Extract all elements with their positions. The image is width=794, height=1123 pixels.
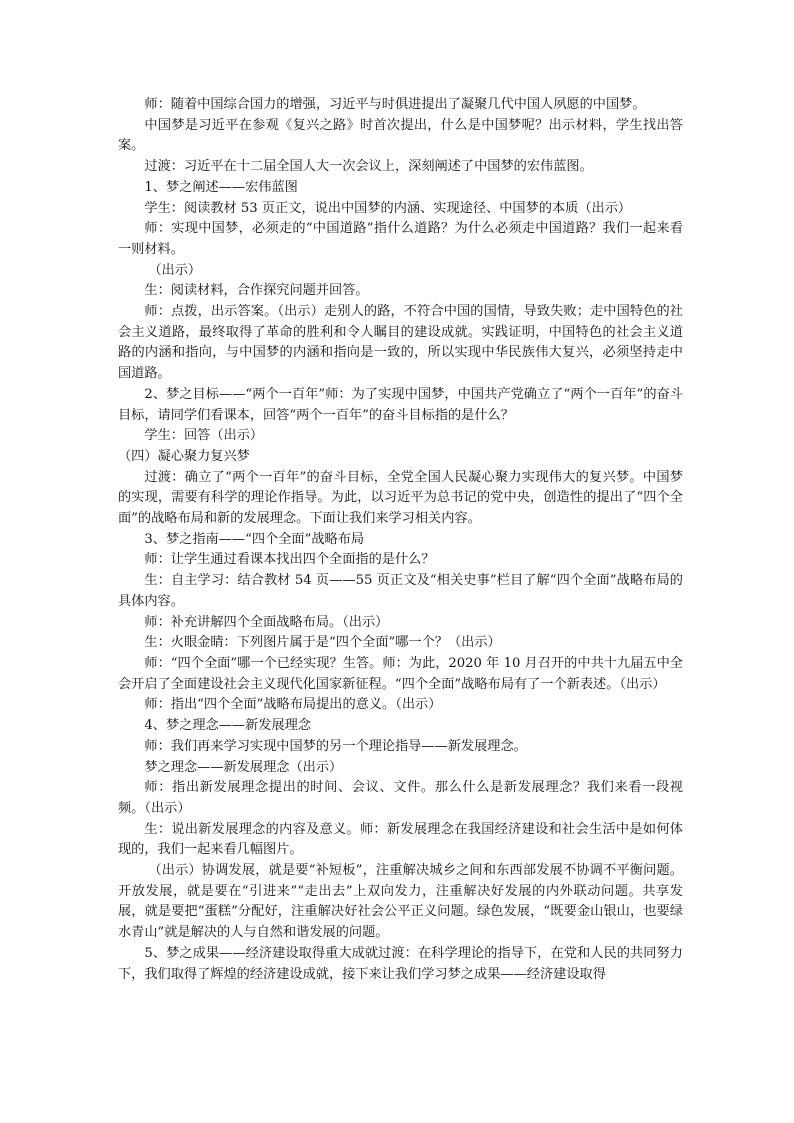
paragraph: 生：火眼金睛：下列图片属于是“四个全面”哪一个？（出示） — [144, 635, 501, 651]
paragraph: 5、梦之成果——经济建设取得重大成就过渡：在科学理论的指导下，在党和人民的共同努力下，我们取得了辉煌的经济建设成就，接下来让我们学习梦之成果——经济建设取得 — [118, 945, 683, 982]
document-page — [118, 95, 683, 985]
paragraph: 师：补充讲解四个全面战略布局。（出示） — [144, 614, 389, 630]
paragraph: 师：随着中国综合国力的增强，习近平与时俱进提出了凝聚几代中国人夙愿的中国梦。 — [144, 97, 646, 112]
paragraph: 梦之理念——新发展理念（出示） — [144, 759, 343, 775]
paragraph: 师：指出新发展理念提出的时间、会议、文件。那么什么是新发展理念？我们来看一段视频。（出示） — [118, 780, 683, 816]
paragraph: 4、梦之理念——新发展理念 — [144, 718, 312, 734]
paragraph: 生：阅读材料，合作探究问题并回答。 — [144, 283, 369, 299]
paragraph: 师：实现中国梦，必须走的“中国道路”指什么道路？为什么必须走中国道路？我们一起来看一则材料。 — [118, 221, 683, 257]
paragraph: 师：我们再来学习实现中国梦的另一个理论指导——新发展理念。 — [144, 738, 527, 754]
paragraph: （出示）协调发展，就是要“补短板”，注重解决城乡之间和东西部发展不协调不平衡问题。开放发展，就是要在“引进来”“走出去”上双向发力，注重解决好发展的内外联动问题。共享发展，就是要把“蛋糕”分配好，注重解决好社会公平正义问题。绿色发展，“既要金山银山，也要绿水青山”就是解决的人与自然和谐发展的问题。 — [118, 863, 683, 941]
paragraph: 1、梦之阐述——宏伟蓝图 — [144, 179, 298, 195]
paragraph: 过渡：确立了“两个一百年”的奋斗目标，全党全国人民凝心聚力实现伟大的复兴梦。中国梦的实现，需要有科学的理论作指导。为此，以习近平为总书记的党中央，创造性的提出了“四个全面”的战略布局和新的发展理念。下面让我们来学习相关内容。 — [118, 469, 683, 527]
paragraph: （出示） — [148, 262, 202, 278]
paragraph: 师：“四个全面”哪一个已经实现？生答。师：为此，2020 年 10 月召开的中共十九届五中全会开启了全面建设社会主义现代化国家新征程。“四个全面”战略布局有了一个新表述。（出示） — [118, 655, 683, 692]
paragraph: 生：自主学习：结合教材 54 页——55 页正文及“相关史事”栏目了解“四个全面”战略布局的具体内容。 — [118, 573, 683, 609]
paragraph: 学生：回答（出示） — [144, 428, 264, 444]
paragraph: 中国梦是习近平在参观《复兴之路》时首次提出，什么是中国梦呢？出示材料，学生找出答案。 — [118, 117, 683, 154]
paragraph: 师：点拨，出示答案。（出示）走别人的路，不符合中国的国情，导致失败；走中国特色的社会主义道路，最终取得了革命的胜利和令人瞩目的建设成就。实践证明，中国特色的社会主义道路的内涵和指向，与中国梦的内涵和指向是一致的，所以实现中华民族伟大复兴，必须坚持走中国道路。 — [118, 304, 683, 382]
paragraph: 3、梦之指南——“四个全面”战略布局 — [144, 531, 365, 547]
paragraph: 生：说出新发展理念的内容及意义。师：新发展理念在我国经济建设和社会生活中是如何体现的，我们一起来看几幅图片。 — [118, 821, 683, 858]
paragraph: 2、梦之目标——“两个一百年”师：为了实现中国梦，中国共产党确立了“两个一百年”的奋斗目标，请同学们看课本，回答“两个一百年”的奋斗目标指的是什么？ — [118, 386, 683, 423]
paragraph: 学生：阅读教材 53 页正文，说出中国梦的内涵、实现途径、中国梦的本质（出示） — [144, 200, 632, 216]
paragraph: （四）凝心聚力复兴梦 — [118, 448, 250, 464]
paragraph: 师：指出“四个全面”战略布局提出的意义。（出示） — [144, 697, 442, 713]
paragraph: 过渡：习近平在十二届全国人大一次会议上，深刻阐述了中国梦的宏伟蓝图。 — [144, 159, 593, 175]
paragraph: 师：让学生通过看课本找出四个全面指的是什么？ — [144, 552, 435, 568]
